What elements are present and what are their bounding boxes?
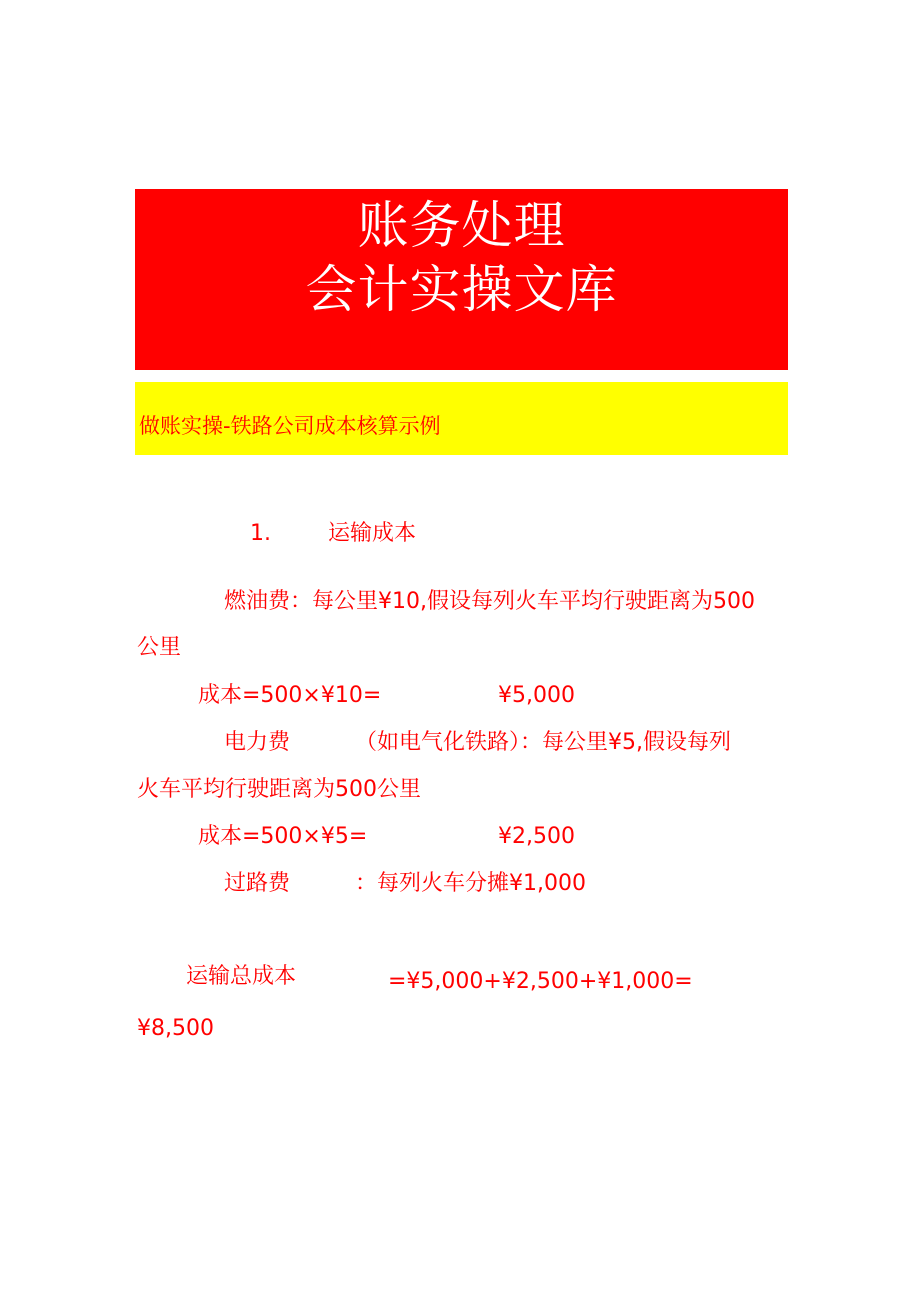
power-line-1: （如电气化铁路）：每公里¥5,假设每列: [355, 730, 731, 755]
subtitle-bar: [135, 382, 788, 455]
document-subtitle: 做账实操-铁路公司成本核算示例: [139, 414, 441, 438]
section-number: 1.: [250, 521, 271, 546]
banner-title-line2: 会计实操文库: [305, 261, 618, 320]
power-line-2: 火车平均行驶距离为500公里: [137, 777, 421, 802]
fuel-line-2: 公里: [137, 635, 182, 660]
toll-detail: ：每列火车分摊¥1,000: [355, 871, 586, 896]
header-banner: [135, 189, 788, 370]
section-heading: 运输成本: [328, 521, 417, 546]
toll-label: 过路费: [224, 871, 291, 896]
total-formula: =¥5,000+¥2,500+¥1,000=: [388, 969, 693, 994]
power-calc-value: ¥2,500: [498, 824, 575, 849]
power-calc-label: 成本=500×¥5=: [198, 824, 368, 849]
fuel-calc-value: ¥5,000: [498, 683, 575, 708]
fuel-line-1: 燃油费：每公里¥10,假设每列火车平均行驶距离为500: [224, 589, 755, 614]
banner-title-line1: 账务处理: [357, 197, 566, 256]
total-label: 运输总成本: [186, 964, 297, 989]
fuel-calc-label: 成本=500×¥10=: [198, 683, 382, 708]
total-value: ¥8,500: [137, 1016, 214, 1041]
power-label: 电力费: [224, 730, 291, 755]
